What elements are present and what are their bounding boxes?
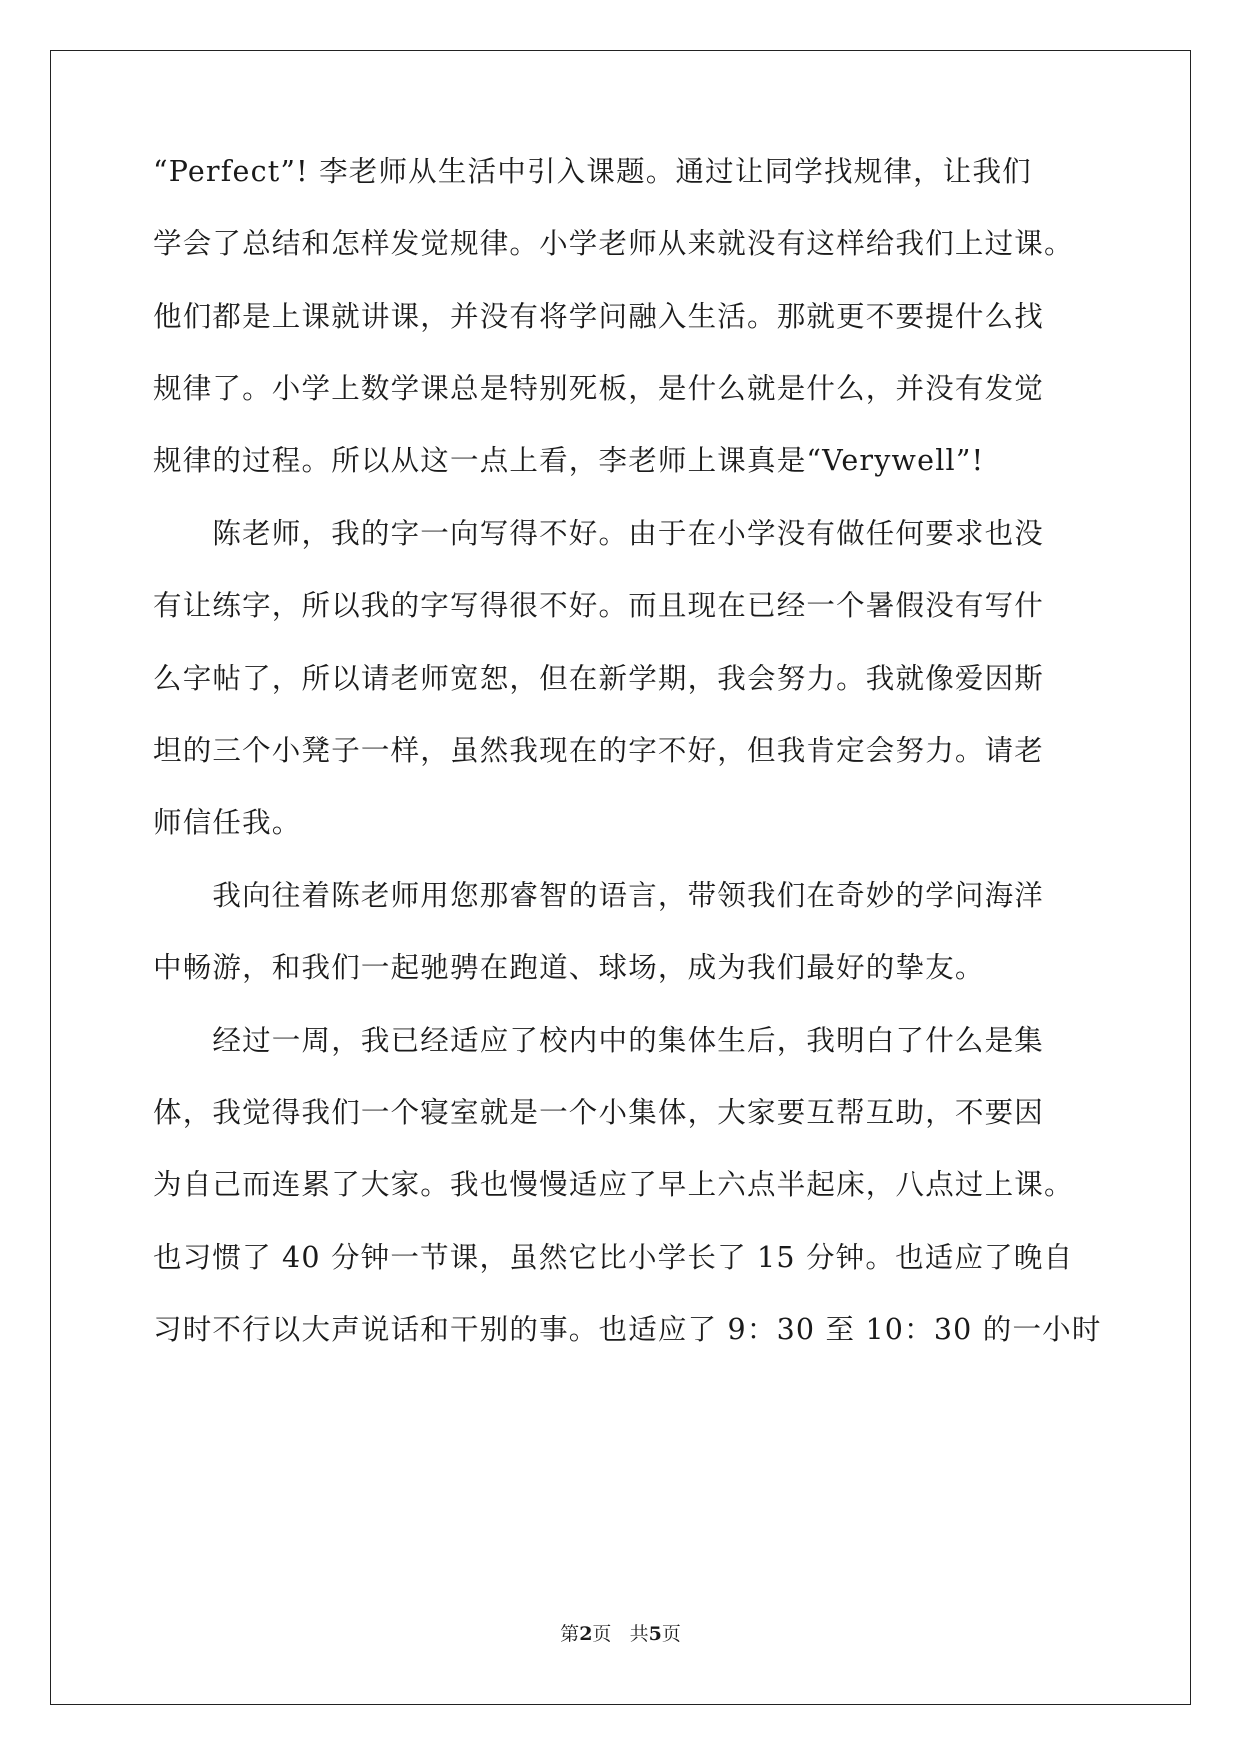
text-line: 也习惯了 40 分钟一节课，虽然它比小学长了 15 分钟。也适应了晚自 — [153, 1241, 1074, 1274]
page-number: 2 — [579, 1623, 593, 1645]
text-line: “Perfect”! 李老师从生活中引入课题。通过让同学找规律，让我们 — [153, 155, 1032, 188]
text-line: 为自己而连累了大家。我也慢慢适应了早上六点半起床，八点过上课。 — [153, 1168, 1074, 1201]
text-line: 体，我觉得我们一个寝室就是一个小集体，大家要互帮互助，不要因 — [153, 1096, 1045, 1129]
page-prefix: 第 — [560, 1623, 580, 1645]
text-line: 规律了。小学上数学课总是特别死板，是什么就是什么，并没有发觉 — [153, 372, 1045, 405]
total-suffix: 页 — [661, 1623, 681, 1645]
text-line: 中畅游，和我们一起驰骋在跑道、球场，成为我们最好的挚友。 — [153, 951, 985, 984]
text-line: 有让练字，所以我的字写得很不好。而且现在已经一个暑假没有写什 — [153, 589, 1045, 622]
text-line: 师信任我。 — [153, 806, 302, 839]
text-line: 陈老师，我的字一向写得不好。由于在小学没有做任何要求也没 — [153, 517, 1045, 550]
text-line: 学会了总结和怎样发觉规律。小学老师从来就没有这样给我们上过课。 — [153, 227, 1074, 260]
page-suffix: 页 — [592, 1623, 612, 1645]
page-total: 5 — [648, 1623, 662, 1645]
text-line: 么字帖了，所以请老师宽恕，但在新学期，我会努力。我就像爱因斯 — [153, 662, 1045, 695]
text-line: 他们都是上课就讲课，并没有将学问融入生活。那就更不要提什么找 — [153, 300, 1045, 333]
total-prefix: 共 — [629, 1623, 649, 1645]
text-line: 习时不行以大声说话和干别的事。也适应了 9：30 至 10：30 的一小时 — [153, 1313, 1102, 1346]
text-line: 坦的三个小凳子一样，虽然我现在的字不好，但我肯定会努力。请老 — [153, 734, 1045, 767]
text-line: 经过一周，我已经适应了校内中的集体生后，我明白了什么是集 — [153, 1024, 1045, 1057]
text-line: 规律的过程。所以从这一点上看，李老师上课真是“Verywell”! — [153, 444, 985, 477]
text-line: 我向往着陈老师用您那睿智的语言，带领我们在奇妙的学问海洋 — [153, 879, 1045, 912]
page-footer — [0, 1622, 1241, 1646]
